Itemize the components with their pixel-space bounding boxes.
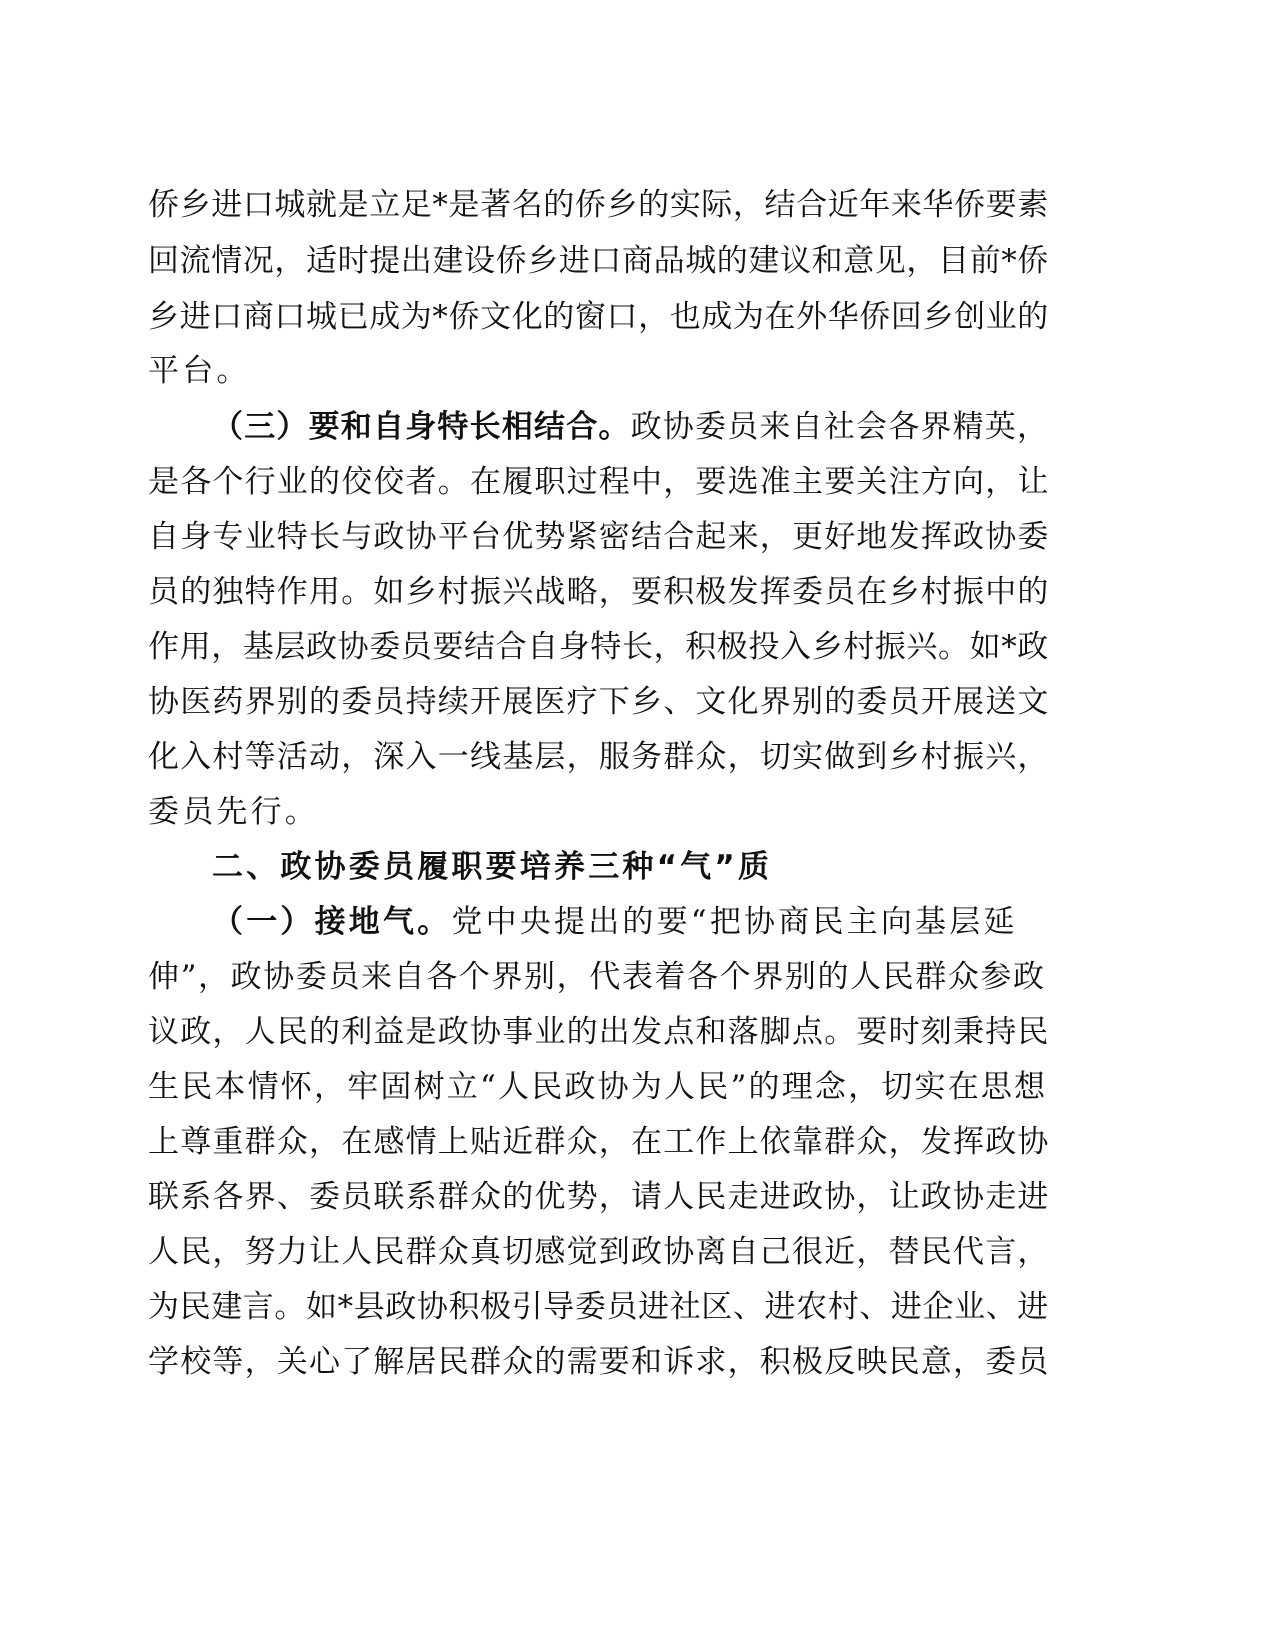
- text-line: 人民，努力让人民群众真切感觉到政协离自己很近，替民代言，: [148, 1234, 1050, 1270]
- text-line: 侨乡进口城就是立足*是著名的侨乡的实际，结合近年来华侨要素: [148, 187, 1049, 223]
- text-line: 是各个行业的佼佼者。在履职过程中，要选准主要关注方向，让: [148, 464, 1050, 500]
- body-text-line: [0, 176, 1275, 234]
- text-line: 自身专业特长与政协平台优势紧密结合起来，更好地发挥政协委: [148, 519, 1050, 555]
- text-line: 作用，基层政协委员要结合自身特长，积极投入乡村振兴。如*政: [148, 629, 1049, 665]
- body-text-line: [0, 618, 1275, 676]
- paragraph-first-line: [0, 893, 1275, 951]
- paragraph-first-line: [0, 398, 1275, 456]
- text-line: 乡进口商口城已成为*侨文化的窗口，也成为在外华侨回乡创业的: [148, 299, 1049, 335]
- text-line: 生民本情怀，牢固树立“人民政协为人民”的理念，切实在思想: [148, 1069, 1048, 1105]
- text-line: 议政，人民的利益是政协事业的出发点和落脚点。要时刻秉持民: [148, 1014, 1050, 1050]
- paragraph-lead: （一）接地气。: [212, 904, 452, 940]
- body-text-line: [0, 1278, 1275, 1336]
- body-text-line: [0, 783, 1275, 841]
- text-line: 伸”，政协委员来自各个界别，代表着各个界别的人民群众参政: [148, 959, 1046, 995]
- body-text-line: [0, 508, 1275, 566]
- text-line: 联系各界、委员联系群众的优势，请人民走进政协，让政协走进: [148, 1179, 1050, 1215]
- body-text-line: [0, 288, 1275, 346]
- body-text-line: [0, 948, 1275, 1006]
- body-text-line: [0, 342, 1275, 400]
- text-line: 委员先行。: [148, 794, 319, 830]
- body-text-line: [0, 1168, 1275, 1226]
- body-text-line: [0, 1223, 1275, 1281]
- section-heading: [0, 838, 1275, 896]
- text-line: 化入村等活动，深入一线基层，服务群众，切实做到乡村振兴，: [148, 739, 1050, 775]
- body-text-line: [0, 1113, 1275, 1171]
- body-text-line: [0, 563, 1275, 621]
- body-text-line: [0, 1333, 1275, 1391]
- body-text-line: [0, 673, 1275, 731]
- text-line: 员的独特作用。如乡村振兴战略，要积极发挥委员在乡村振中的: [148, 574, 1050, 610]
- text-line: 上尊重群众，在感情上贴近群众，在工作上依靠群众，发挥政协: [148, 1124, 1050, 1160]
- text-line: 党中央提出的要“把协商民主向基层延: [451, 904, 1018, 940]
- section-heading-text: 二、政协委员履职要培养三种“气”质: [212, 849, 773, 885]
- paragraph-lead: （三）要和自身特长相结合。: [212, 409, 631, 445]
- text-line: 学校等，关心了解居民群众的需要和诉求，积极反映民意，委员: [148, 1344, 1050, 1380]
- text-line: 政协委员来自社会各界精英，: [630, 409, 1050, 445]
- text-line: 回流情况，适时提出建设侨乡进口商品城的建议和意见，目前*侨: [148, 243, 1049, 279]
- body-text-line: [0, 728, 1275, 786]
- body-text-line: [0, 1003, 1275, 1061]
- text-line: 协医药界别的委员持续开展医疗下乡、文化界别的委员开展送文: [148, 684, 1050, 720]
- body-text-line: [0, 232, 1275, 290]
- body-text-line: [0, 453, 1275, 511]
- text-line: 平台。: [148, 353, 251, 389]
- text-line: 为民建言。如*县政协积极引导委员进社区、进农村、进企业、进: [148, 1289, 1049, 1325]
- body-text-line: [0, 1058, 1275, 1116]
